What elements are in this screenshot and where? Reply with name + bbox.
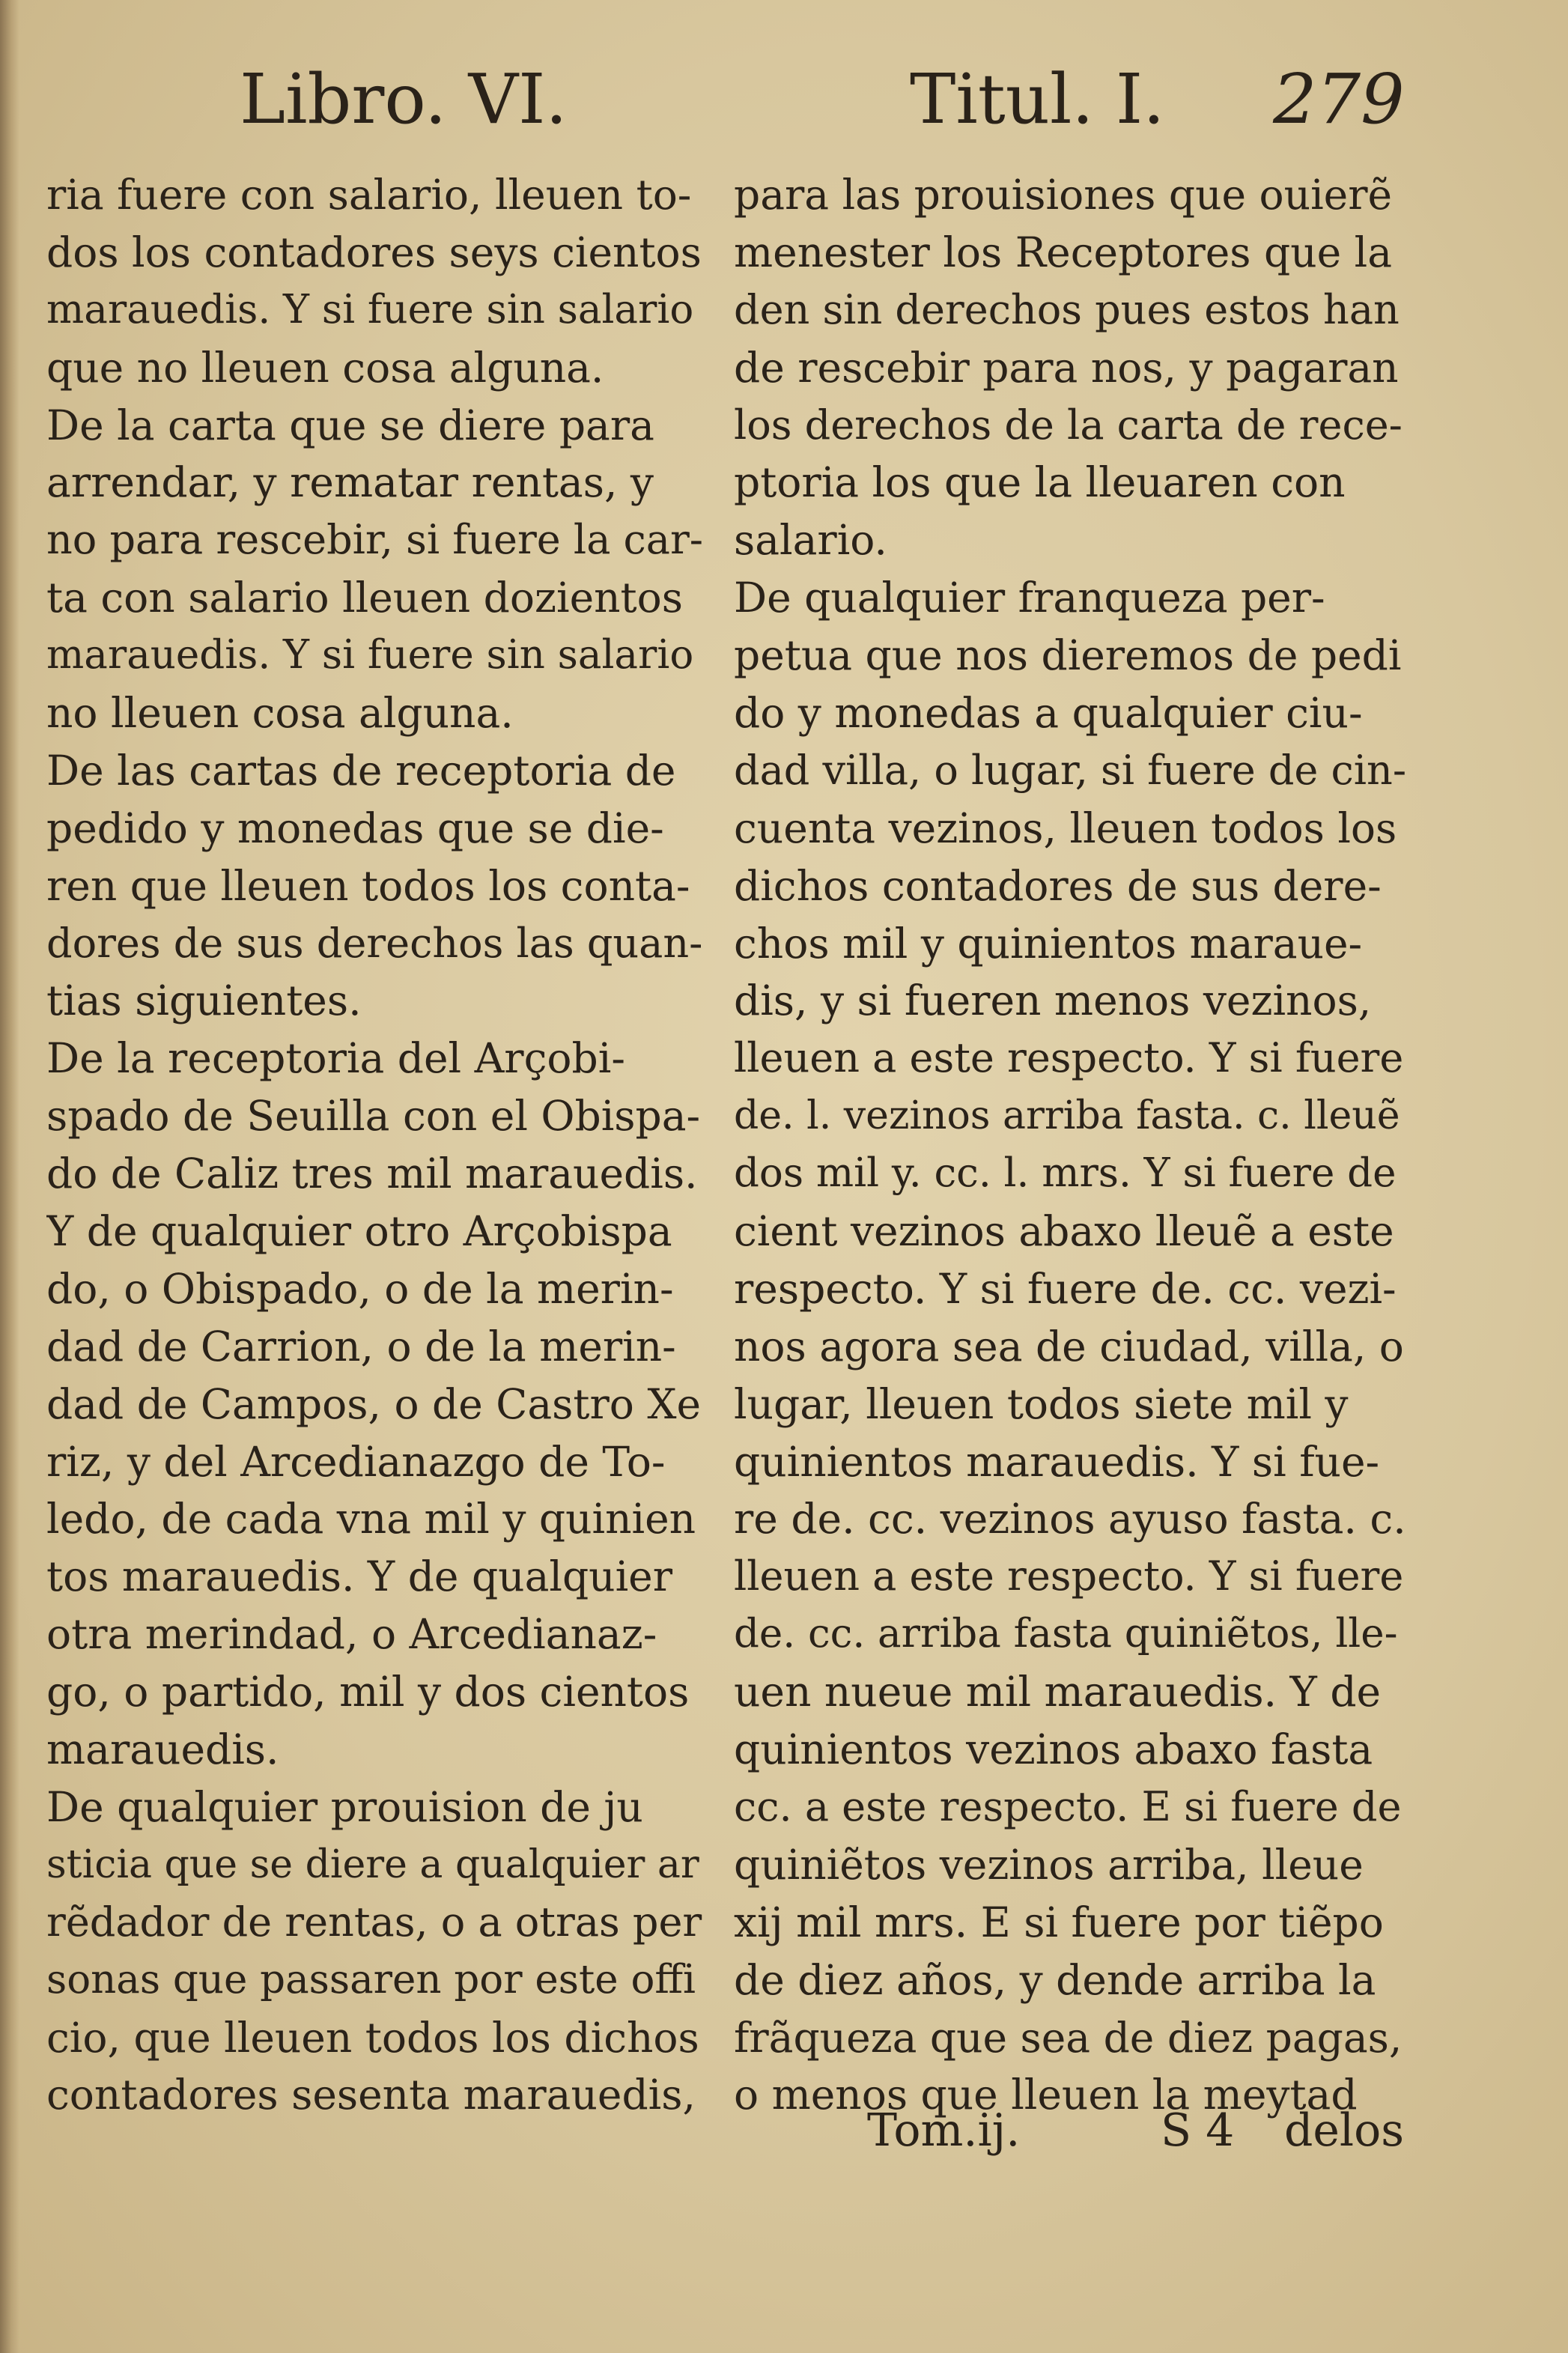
text-line: marauedis. Y si fuere sin salario [46, 632, 694, 678]
text-line: cc. a este respecto. E si fuere de [734, 1782, 1402, 1830]
text-line: xij mil mrs. E si fuere por tiẽpo [734, 1898, 1384, 1946]
text-line: cio, que lleuen todos los dichos [46, 2013, 699, 2062]
text-line: de diez años, y dende arriba la [734, 1955, 1376, 2004]
text-line: De qualquier franqueza per- [734, 574, 1325, 622]
text-line: De las cartas de receptoria de [46, 746, 676, 795]
text-line: lugar, lleuen todos siete mil y [734, 1379, 1349, 1428]
catchword: delos [1284, 2104, 1405, 2157]
text-line: den sin derechos pues estos han [734, 285, 1400, 333]
page-footer [0, 2097, 1568, 2164]
text-column-right [734, 166, 1408, 2124]
text-line: rẽdador de rentas, o a otras per [46, 1898, 702, 1946]
running-head-right: Titul. I. [910, 59, 1165, 139]
text-line: no para rescebir, si fuere la car- [46, 516, 704, 564]
text-line: spado de Seuilla con el Obispa- [46, 1092, 701, 1141]
text-line: ria fuere con salario, lleuen to- [46, 171, 692, 219]
text-line: do de Caliz tres mil marauedis. [46, 1150, 698, 1198]
text-line: marauedis. Y si fuere sin salario [46, 286, 694, 333]
text-line: dis, y si fueren menos vezinos, [734, 977, 1372, 1025]
volume-mark: Tom.ij. [867, 2104, 1021, 2157]
text-line: respecto. Y si fuere de. cc. vezi- [734, 1264, 1397, 1313]
page-number: 279 [1273, 59, 1405, 139]
text-line: otra merindad, o Arcedianaz- [46, 1610, 657, 1659]
text-line: tias siguientes. [46, 977, 362, 1025]
text-line: para las prouisiones que ouierẽ [734, 171, 1393, 219]
text-line: no lleuen cosa alguna. [46, 689, 514, 738]
text-line: uen nueue mil marauedis. Y de [734, 1668, 1382, 1716]
text-line: sticia que se diere a qualquier ar [46, 1842, 699, 1887]
text-line: de rescebir para nos, y pagaran [734, 343, 1399, 392]
text-line: que no lleuen cosa alguna. [46, 343, 604, 392]
running-head-left: Libro. VI. [240, 59, 568, 139]
text-line: salario. [734, 516, 887, 565]
page-header [0, 58, 1568, 156]
text-line: lleuen a este respecto. Y si fuere [734, 1552, 1404, 1600]
text-line: De la receptoria del Arçobi- [46, 1034, 625, 1083]
text-line: tos marauedis. Y de qualquier [46, 1552, 673, 1601]
text-line: o menos que lleuen la meytad [734, 2071, 1358, 2119]
text-line: de. l. vezinos arriba fasta. c. lleuẽ [734, 1093, 1400, 1139]
text-line: los derechos de la carta de rece- [734, 401, 1403, 449]
text-line: pedido y monedas que se die- [46, 804, 664, 852]
text-line: lleuen a este respecto. Y si fuere [734, 1034, 1404, 1082]
text-line: contadores sesenta marauedis, [46, 2071, 696, 2119]
text-column-left [46, 166, 705, 2124]
text-line: marauedis. [46, 1725, 279, 1774]
text-line: quiniẽtos vezinos arriba, lleue [734, 1840, 1364, 1889]
text-line: dores de sus derechos las quan- [46, 919, 703, 967]
text-line: dos mil y. cc. l. mrs. Y si fuere de [734, 1150, 1397, 1197]
text-line: De la carta que se diere para [46, 401, 654, 449]
text-line: petua que nos dieremos de pedi [734, 631, 1402, 680]
text-line: quinientos vezinos abaxo fasta [734, 1725, 1373, 1774]
text-line: de. cc. arriba fasta quiniẽtos, lle- [734, 1611, 1398, 1657]
text-line: do, o Obispado, o de la merin- [46, 1264, 674, 1313]
text-line: ptoria los que la lleuaren con [734, 458, 1346, 507]
text-line: ta con salario lleuen dozientos [46, 574, 683, 622]
text-line: nos agora sea de ciudad, villa, o [734, 1322, 1404, 1370]
text-line: sonas que passaren por este offi [46, 1956, 696, 2003]
text-line: go, o partido, mil y dos cientos [46, 1668, 690, 1716]
text-line: dos los contadores seys cientos [46, 228, 702, 276]
text-line: chos mil y quinientos maraue- [734, 919, 1363, 968]
text-line: frãqueza que sea de diez pagas, [734, 2013, 1403, 2062]
text-line: menester los Receptores que la [734, 228, 1393, 276]
text-line: dad de Carrion, o de la merin- [46, 1322, 676, 1370]
text-line: re de. cc. vezinos ayuso fasta. c. [734, 1495, 1406, 1543]
text-line: cient vezinos abaxo lleuẽ a este [734, 1207, 1394, 1256]
text-line: Y de qualquier otro Arçobispa [46, 1207, 672, 1256]
text-line: quinientos marauedis. Y si fue- [734, 1437, 1380, 1486]
text-line: arrendar, y rematar rentas, y [46, 458, 654, 507]
text-line: dad de Campos, o de Castro Xe [46, 1379, 702, 1428]
text-line: De qualquier prouision de ju [46, 1782, 643, 1831]
text-line: ren que lleuen todos los conta- [46, 861, 690, 910]
text-line: riz, y del Arcedianazgo de To- [46, 1437, 666, 1486]
text-line: dichos contadores de sus dere- [734, 861, 1382, 910]
text-line: do y monedas a qualquier ciu- [734, 689, 1363, 738]
binding-edge [0, 0, 19, 2353]
text-line: ledo, de cada vna mil y quinien [46, 1495, 696, 1543]
text-line: cuenta vezinos, lleuen todos los [734, 804, 1397, 852]
text-line: dad villa, o lugar, si fuere de cin- [734, 746, 1407, 794]
signature-mark: S 4 [1161, 2104, 1235, 2157]
